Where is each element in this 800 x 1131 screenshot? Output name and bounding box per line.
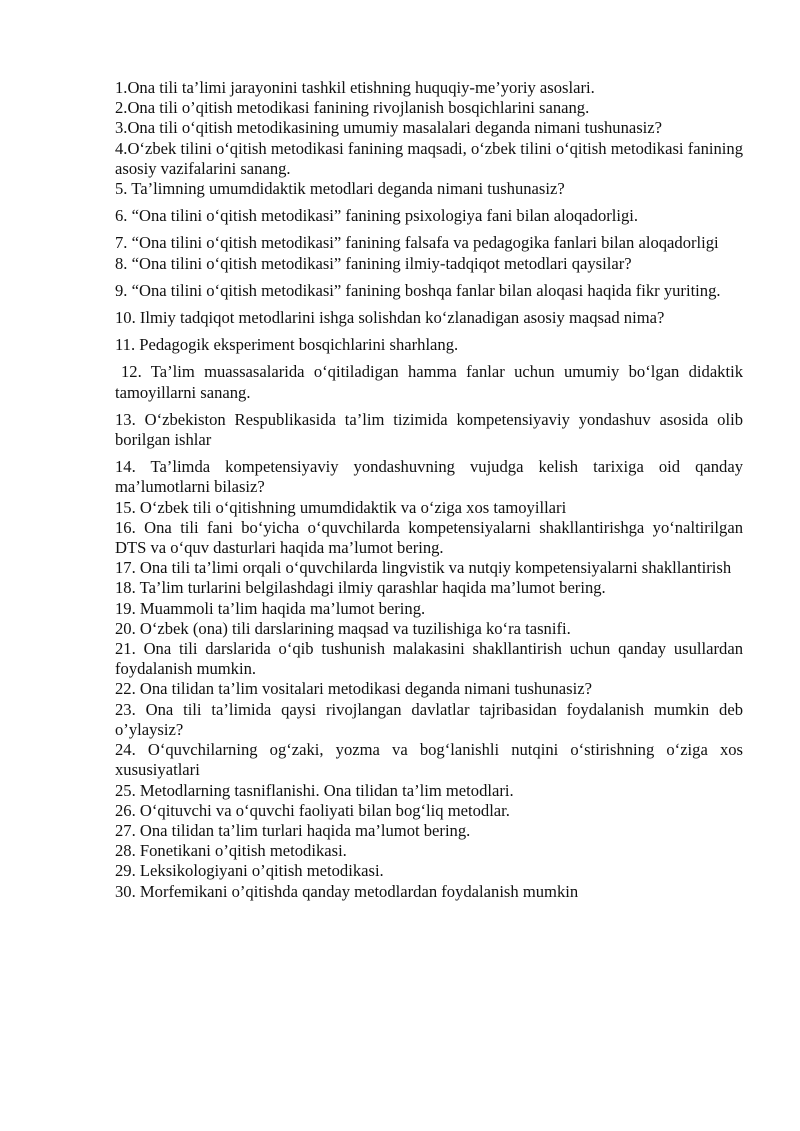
- question-2: 2.Ona tili o’qitish metodikasi fanining rivojlanish bosqichlarini sanang.: [115, 98, 590, 118]
- question-20: 20. O‘zbek (ona) tili darslarining maqsad va tuzilishiga ko‘ra tasnifi.: [115, 618, 571, 638]
- question-22: 22. Ona tilidan ta’lim vositalari metodikasi deganda nimani tushunasiz?: [115, 679, 592, 699]
- question-8: 8. “Ona tilini o‘qitish metodikasi” fanining ilmiy-tadqiqot metodlari qaysilar?: [115, 253, 632, 273]
- question-29: 29. Leksikologiyani o’qitish metodikasi.: [115, 861, 384, 881]
- question-27: 27. Ona tilidan ta’lim turlari haqida ma’lumot bering.: [115, 820, 471, 840]
- question-11: 11. Pedagogik eksperiment bosqichlarini sharhlang.: [115, 335, 459, 355]
- question-14: 14. Ta’limda kompetensiyaviy yondashuvning vujudga kelish tarixiga oid qanday ma’lumotlarni bilasiz?: [115, 457, 743, 497]
- question-18: 18. Ta’lim turlarini belgilashdagi ilmiy qarashlar haqida ma’lumot bering.: [115, 578, 606, 598]
- question-28: 28. Fonetikani o’qitish metodikasi.: [115, 841, 347, 861]
- question-15: 15. O‘zbek tili o‘qitishning umumdidaktik va o‘ziga xos tamoyillari: [115, 497, 567, 517]
- question-1: 1.Ona tili ta’limi jarayonini tashkil etishning huquqiy-me’yoriy asoslari.: [115, 78, 595, 97]
- question-23: 23. Ona tili ta’limida qaysi rivojlangan davlatlar tajribasidan foydalanish mumkin deb o’ylaysiz?: [115, 699, 743, 739]
- question-10: 10. Ilmiy tadqiqot metodlarini ishga solishdan ko‘zlanadigan asosiy maqsad nima?: [115, 308, 665, 328]
- question-9: 9. “Ona tilini o‘qitish metodikasi” fanining boshqa fanlar bilan aloqasi haqida fikr yuriting.: [115, 280, 721, 300]
- question-24: 24. O‘quvchilarning og‘zaki, yozma va bog‘lanishli nutqini o‘stirishning o‘ziga xos xususiyatlari: [115, 740, 743, 780]
- question-30: 30. Morfemikani o’qitishda qanday metodlardan foydalanish mumkin: [115, 881, 579, 901]
- question-26: 26. O‘qituvchi va o‘quvchi faoliyati bilan bog‘liq metodlar.: [115, 800, 510, 820]
- question-list: [115, 78, 743, 902]
- question-13: 13. O‘zbekiston Respublikasida ta’lim tizimida kompetensiyaviy yondashuv asosida olib borilgan ishlar: [115, 409, 743, 450]
- question-12: 12. Ta’lim muassasalarida o‘qitiladigan hamma fanlar uchun umumiy bo‘lgan didaktik tamoyillarni sanang.: [115, 362, 743, 402]
- question-19: 19. Muammoli ta’lim haqida ma’lumot bering.: [115, 598, 426, 618]
- question-17: 17. Ona tili ta’limi orqali o‘quvchilarda lingvistik va nutqiy kompetensiyalarni shakllantirish: [115, 558, 732, 578]
- question-6: 6. “Ona tilini o‘qitish metodikasi” fanining psixologiya fani bilan aloqadorligi.: [115, 206, 639, 226]
- question-5: 5. Ta’limning umumdidaktik metodlari deganda nimani tushunasiz?: [115, 179, 565, 199]
- question-7: 7. “Ona tilini o‘qitish metodikasi” fanining falsafa va pedagogika fanlari bilan aloqadorligi: [115, 233, 719, 253]
- question-4: 4.O‘zbek tilini o‘qitish metodikasi fanining maqsadi, o‘zbek tilini o‘qitish metodikasi fanining asosiy vazifalarini sanang.: [115, 138, 743, 178]
- question-16: 16. Ona tili fani bo‘yicha o‘quvchilarda kompetensiyalarni shakllantirishga yo‘naltirilgan DTS va o‘quv dasturlari haqida ma’lumot bering.: [115, 517, 743, 558]
- question-3: 3.Ona tili o‘qitish metodikasining umumiy masalalari deganda nimani tushunasiz?: [115, 118, 663, 138]
- question-25: 25. Metodlarning tasniflanishi. Ona tilidan ta’lim metodlari.: [115, 780, 514, 800]
- question-21: 21. Ona tili darslarida o‘qib tushunish malakasini shakllantirish uchun qanday usullardan foydalanish mumkin.: [115, 639, 743, 679]
